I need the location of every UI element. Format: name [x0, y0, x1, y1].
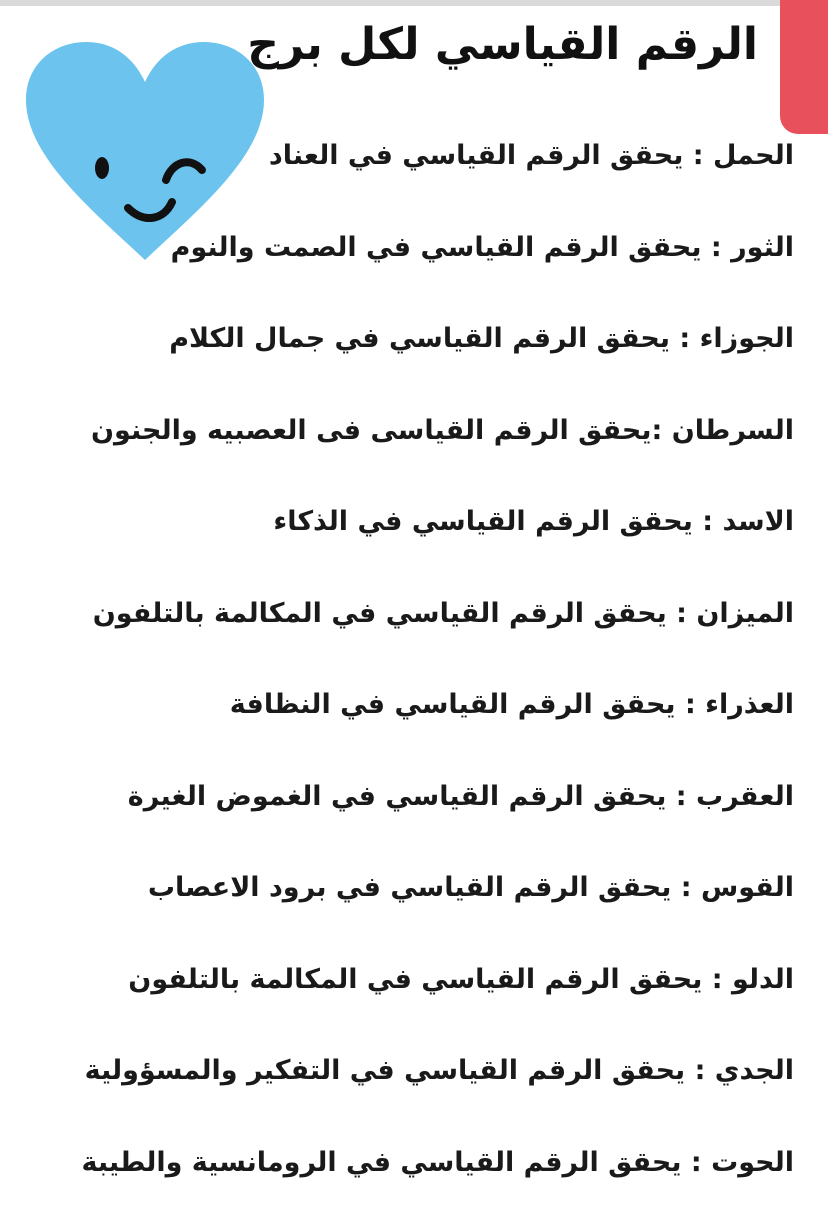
list-item: الحمل : يحقق الرقم القياسي في العناد — [114, 128, 794, 220]
list-item: الحوت : يحقق الرقم القياسي في الرومانسية والطيبة — [114, 1135, 794, 1226]
list-item: الميزان : يحقق الرقم القياسي في المكالمة بالتلفون — [114, 586, 794, 678]
corner-accent-tab — [780, 0, 828, 134]
list-item: الدلو : يحقق الرقم القياسي في المكالمة بالتلفون — [114, 952, 794, 1044]
page-title: الرقم القياسي لكل برج — [258, 14, 758, 76]
list-item: العقرب : يحقق الرقم القياسي في الغموض الغيرة — [114, 769, 794, 861]
list-item: الجوزاء : يحقق الرقم القياسي في جمال الكلام — [114, 311, 794, 403]
list-item: الاسد : يحقق الرقم القياسي في الذكاء — [114, 494, 794, 586]
list-item: القوس : يحقق الرقم القياسي في برود الاعصاب — [114, 860, 794, 952]
zodiac-list — [114, 128, 794, 1226]
list-item: العذراء : يحقق الرقم القياسي في النظافة — [114, 677, 794, 769]
list-item: السرطان :يحقق الرقم القياسى فى العصبيه والجنون — [114, 403, 794, 495]
list-item: الثور : يحقق الرقم القياسي في الصمت والنوم — [114, 220, 794, 312]
top-divider — [0, 0, 828, 6]
list-item: الجدي : يحقق الرقم القياسي في التفكير والمسؤولية — [114, 1043, 794, 1135]
